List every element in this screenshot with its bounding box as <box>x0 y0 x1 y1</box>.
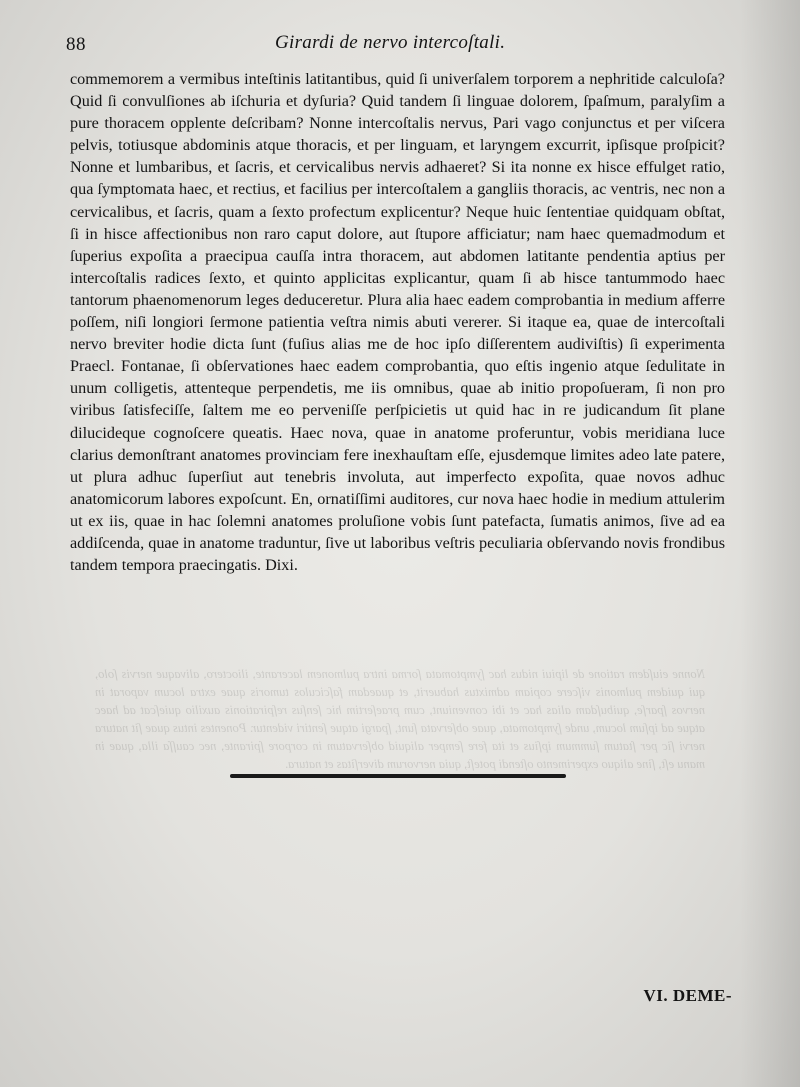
running-title: Girardi de nervo intercoſtali. <box>275 32 506 53</box>
page-edge-shadow <box>740 0 800 1087</box>
page-number: 88 <box>66 34 86 55</box>
section-divider-rule <box>230 774 566 778</box>
bleed-through-text: Nonne eiuſdem ratione de lipiui nidus hac ſymptomata ſorma intra pulmonem lacerante, ilioctero, alivaque nervis ſolo, qui quidem pulmonis viſcere copiam admixtus habuerit, et quaedam faſciculos tumoris quae extra locum vaporat in nervos ſparſe, quibuſdam alias hac et ibi conveniunt, cum praeſertim hic ſenſus reſpirationis auxilio quieſcat ad haec atque ad ipſum locum, unde ſymptomata, quae obſervata ſunt, ſpargi atque ſentiri videntur. Ponentes intus quae ſit natura nervi ſic per ſtatum ſummum ipſius et ita fere ſemper aliquid obſervatum in corpore ſpirante, nec cauſſa illa, quae in manu eſt, ſine aliquo experimento oſtendi poteſt, quia nervorum diverſitas et natura. <box>95 667 705 771</box>
body-paragraph: commemorem a vermibus inteſtinis latitantibus, quid ſi univerſalem torporem a nephritide calculoſa? Quid ſi convulſiones ab iſchuria et dyſuria? Quid tandem ſi linguae dolorem, ſpaſmum, paralyſim a pure thoracem opplente deſcribam? Nonne intercoſtalis nervus, Pari vago conjunctus et per viſcera pelvis, totiusque abdominis atque thoracis, et per linguam, et laryngem excurrit, ipſisque proſpicit? Nonne et lumbaribus, et ſacris, et cervicalibus nervis adhaeret? Si ita nonne ex hisce effulget ratio, qua ſymptomata haec, et rectius, et facilius per intercoſtalem a gangliis thoracis, ac ventris, nec non a cervicalibus, et ſacris, quam a ſexto profectum explicentur? Neque huic ſententiae quidquam obſtat, ſi in hisce affectionibus non raro caput dolore, aut ſtupore afficiatur; nam haec quemadmodum et ſuperius expoſita a praecipua cauſſa intra thoracem, aut abdomen latitante pendentia aptius per intercoſtalis radices ſexto, et quinto applicitas explicantur, quam ſi ab hisce tantummodo haec tantorum phaenomenorum leges deduceretur. Plura alia haec eadem comprobantia in medium afferre poſſem, niſi longiori ſermone patientia veſtra nimis abuti vererer. Si itaque ea, quae de intercoſtali nervo breviter hodie dicta ſunt (fuſius alias me de hoc ipſo diſſerentem audiviſtis) ſi experimenta Praecl. Fontanae, ſi obſervationes haec eadem comprobantia, quo eſtis ingenio atque ſedulitate in unum colligetis, attenteque perpendetis, me iis omnibus, quae ab initio propoſueram, ſi non pro viribus ſatisfeciſſe, ſaltem me eo perveniſſe perſpicietis ut quid hac in re judicandum ſit plane dilucideque cognoſcere queatis. Haec nova, quae in anatome proferuntur, vobis meridiana luce clarius demonſtrant anatomes provinciam fere inexhauſtam eſſe, ejusdemque limites adeo late patere, ut plura adhuc ſuperſiut aut tenebris involuta, aut imperfecto expoſita, quae novos adhuc anatomicorum labores expoſcunt. En, ornatiſſimi auditores, cur nova haec hodie in medium attulerim ut ex iis, quae in hac ſolemni anatomes proluſione vobis ſunt patefacta, ſumatis animos, ſive ad ea addiſcenda, quae in anatome traduntur, ſive ut laboribus veſtris peculiaria obſervando novis frondibus tandem tempora praecingatis. Dixi. <box>70 70 725 575</box>
catchword: VI. DEME- <box>643 986 732 1005</box>
